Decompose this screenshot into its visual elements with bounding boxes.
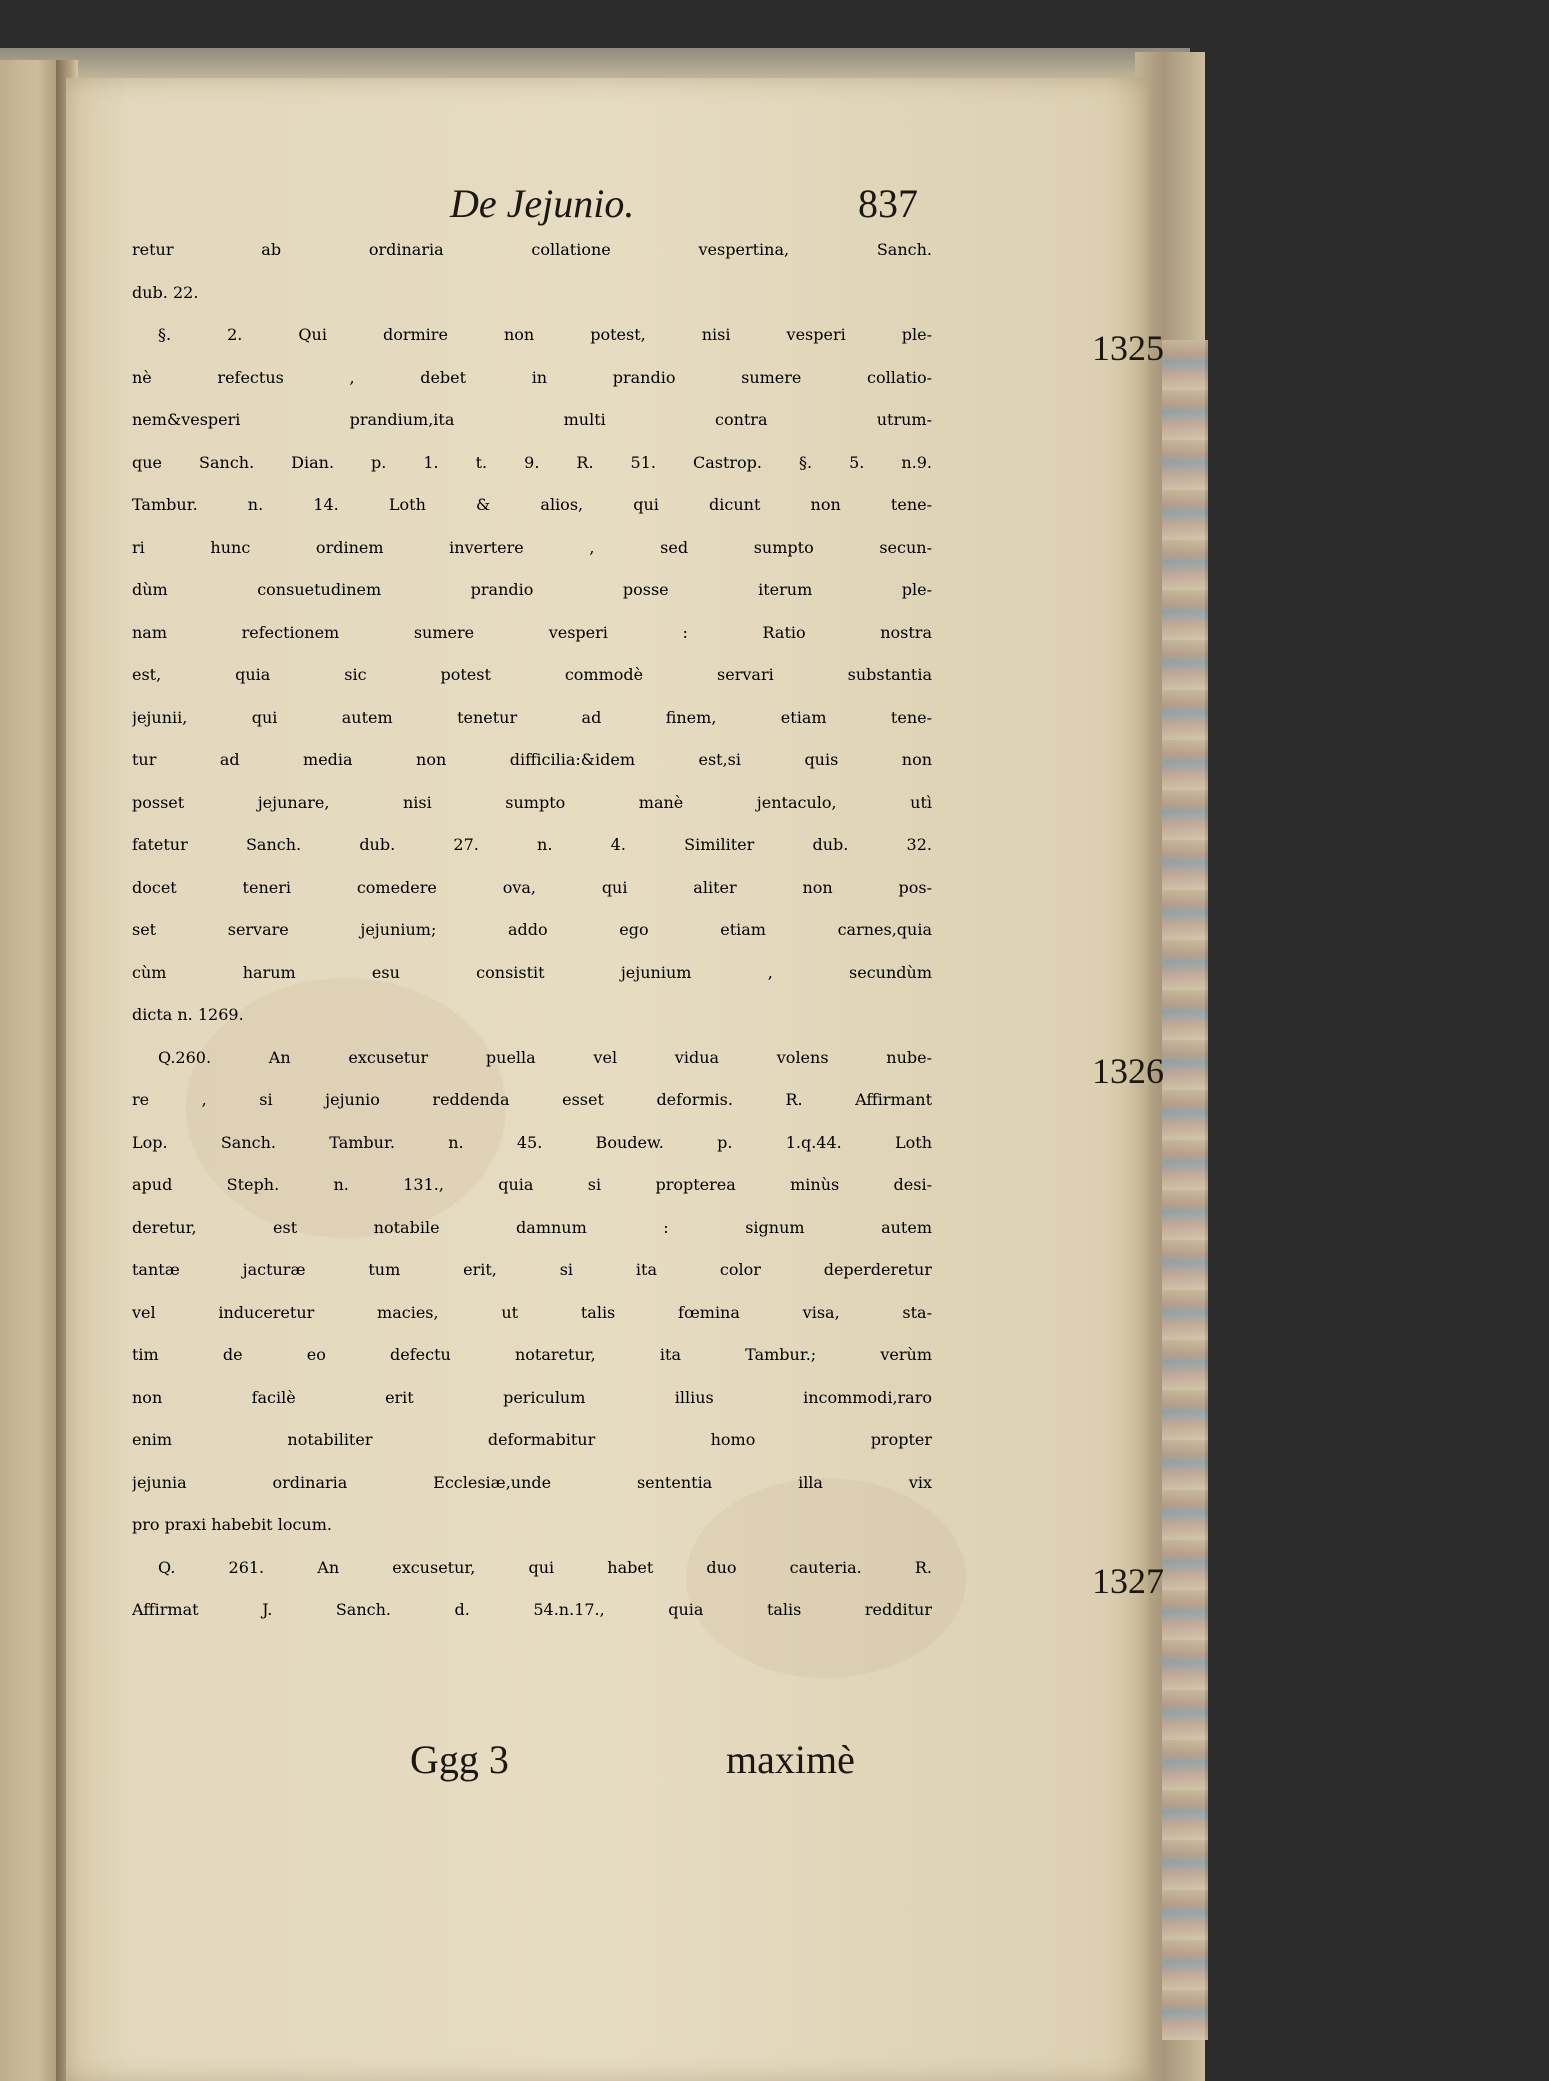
text-line: pro praxi habebit locum. bbox=[132, 1515, 332, 1534]
text-line: apud Steph. n. 131., quia si propterea minùs desi- bbox=[132, 1175, 932, 1194]
catchword: maximè bbox=[726, 1737, 855, 1782]
margin-paragraph-number: 1327 bbox=[1092, 1560, 1164, 1601]
text-line: nem&vesperi prandium,ita multi contra utrum- bbox=[132, 410, 932, 429]
text-line: enim notabiliter deformabitur homo propter bbox=[132, 1430, 932, 1449]
text-line: est, quia sic potest commodè servari substantia bbox=[132, 665, 932, 684]
text-line: §. 2. Qui dormire non potest, nisi vesperi ple- bbox=[158, 325, 932, 344]
text-line: Tambur. n. 14. Loth & alios, qui dicunt non tene- bbox=[132, 495, 932, 514]
margin-paragraph-number: 1325 bbox=[1092, 328, 1164, 368]
text-line: nam refectionem sumere vesperi : Ratio nostra bbox=[132, 622, 932, 642]
marbled-fore-edge bbox=[1162, 340, 1208, 2040]
text-line: fatetur Sanch. dub. 27. n. 4. Similiter dub. 32. bbox=[132, 835, 932, 854]
text-line: re , si jejunio reddenda esset deformis. R. Affirmant bbox=[132, 1090, 932, 1109]
body-text bbox=[132, 240, 1164, 1643]
text-line: Affirmat J. Sanch. d. 54.n.17., quia talis redditur bbox=[132, 1600, 932, 1619]
text-line: retur ab ordinaria collatione vespertina, Sanch. bbox=[132, 240, 932, 259]
text-line: non facilè erit periculum illius incommodi,raro bbox=[132, 1387, 932, 1407]
text-line: dicta n. 1269. bbox=[132, 1005, 244, 1024]
running-header bbox=[450, 180, 970, 230]
text-line: set servare jejunium; addo ego etiam carnes,quia bbox=[132, 920, 932, 939]
text-line: jejunii, qui autem tenetur ad finem, etiam tene- bbox=[132, 707, 932, 727]
text-line: posset jejunare, nisi sumpto manè jentaculo, utì bbox=[132, 792, 932, 812]
signature-mark: Ggg 3 bbox=[410, 1737, 509, 1782]
margin-paragraph-number: 1326 bbox=[1092, 1050, 1164, 1091]
text-line: Lop. Sanch. Tambur. n. 45. Boudew. p. 1.q.44. Loth bbox=[132, 1132, 932, 1152]
text-line: nè refectus , debet in prandio sumere collatio- bbox=[132, 367, 932, 387]
text-line: que Sanch. Dian. p. 1. t. 9. R. 51. Castrop. §. 5. n.9. bbox=[132, 452, 932, 472]
page-number: 837 bbox=[858, 181, 918, 226]
text-line: jejunia ordinaria Ecclesiæ,unde sententia illa vix bbox=[132, 1472, 932, 1492]
text-line: tantæ jacturæ tum erit, si ita color deperderetur bbox=[132, 1260, 932, 1279]
text-line: Q. 261. An excusetur, qui habet duo cauteria. R. bbox=[158, 1557, 932, 1577]
text-line: Q.260. An excusetur puella vel vidua volens nube- bbox=[158, 1047, 932, 1067]
running-title: De Jejunio. bbox=[450, 181, 635, 226]
text-line: ri hunc ordinem invertere , sed sumpto secun- bbox=[132, 537, 932, 557]
text-line: dub. 22. bbox=[132, 282, 199, 302]
text-line: docet teneri comedere ova, qui aliter non pos- bbox=[132, 877, 932, 897]
text-line: dùm consuetudinem prandio posse iterum ple- bbox=[132, 580, 932, 599]
previous-page-edge bbox=[0, 60, 62, 2081]
text-line: vel induceretur macies, ut talis fœmina visa, sta- bbox=[132, 1302, 932, 1322]
text-line: tur ad media non difficilia:&idem est,si quis non bbox=[132, 750, 932, 769]
text-line: cùm harum esu consistit jejunium , secundùm bbox=[132, 962, 932, 982]
text-line: tim de eo defectu notaretur, ita Tambur.; verùm bbox=[132, 1345, 932, 1364]
text-line: deretur, est notabile damnum : signum autem bbox=[132, 1217, 932, 1237]
